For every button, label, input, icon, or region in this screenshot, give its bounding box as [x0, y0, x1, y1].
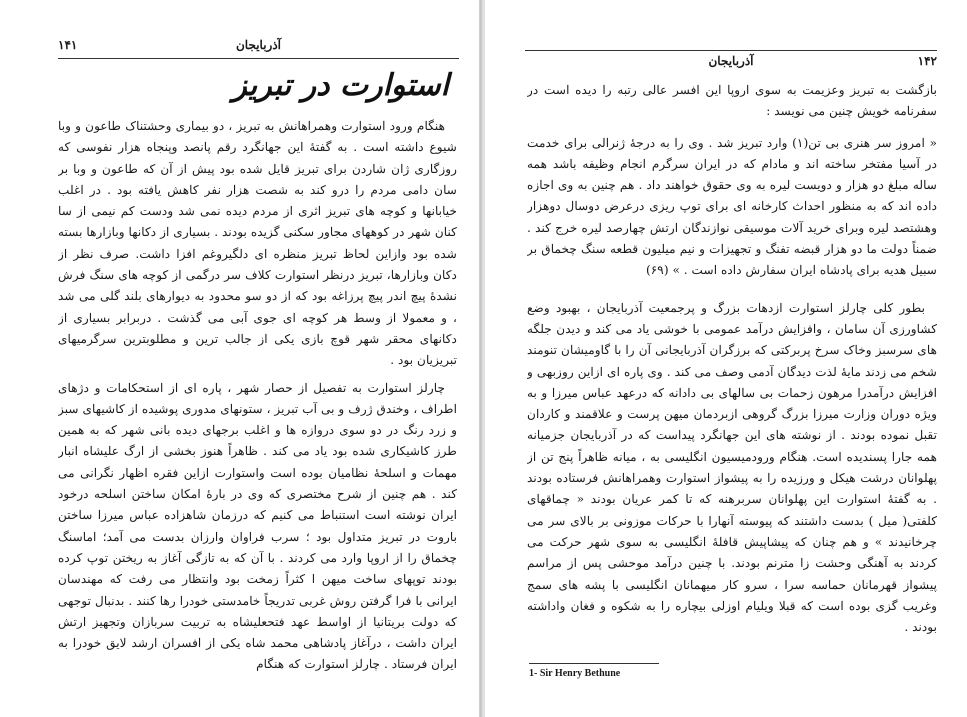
footnote: 1- Sir Henry Bethune	[529, 668, 621, 679]
section-heading: استوارت در تبریز	[232, 68, 449, 103]
paragraph: بازگشت به تبریز وعزیمت به سوی اروپا این افسر عالی رتبه را دیده است در سفرنامه خویش چنین می نویسد :	[527, 83, 937, 119]
left-page-body	[58, 116, 457, 696]
running-title: آذربایجان	[235, 38, 282, 52]
page-number: ۱۴۱	[58, 38, 78, 52]
footnote-rule	[529, 663, 659, 664]
right-page-body	[527, 80, 937, 650]
quotation: « امروز سر هنری بی تن(۱) وارد تبریز شد . وی را به درجهٔ ژنرالی برای خدمت در آسیا مفتخر ساخته اند و مادام که در ایران سرگرم انجام وظیفه باشد همه ساله مبلغ دو هزار و دویست لیره به وی حقوق خواهند داد . هم چنین به وی اجازه داده اند که به منظور احداث کارخانه ای برای توپ ریزی درعرض دوسال دوهزار وهشتصد لیره وبرای خرید آلات موسیقی نوازندگان ارتش چهارصد لیره خرج کند . ضمناً دولت ما دو هزار قبضه تفنگ و تجهیزات و نیم میلیون قطعه سنگ چخماق بر سبیل هدیه برای پادشاه ایران سفارش داده است . » (۶۹)	[527, 135, 937, 278]
left-page	[0, 0, 480, 717]
header-rule	[58, 58, 459, 59]
header-rule	[525, 50, 937, 51]
page-number: ۱۴۲	[917, 54, 937, 68]
right-page-header	[525, 54, 937, 72]
right-page	[484, 0, 967, 717]
left-page-header	[58, 38, 459, 56]
paragraph: هنگام ورود استوارت وهمراهانش به تبریز ، دو بیماری وحشتناک طاعون و وبا شیوع داشته است . به گفتهٔ این جهانگرد رقم پانصد وپنجاه هزار نفوسی که روزگاری ژان شاردن برای تبریز قایل شده بود پیش از آن که طاعون و وبا بر سان دامی مردم را درو کند به شصت هزار نفر کاهش یافته بود . در اغلب خیابانها و کوچه های تبریز اثری از مردم دیده نمی شد ودست کم نیمی از سا کنان شهر در کوههای مجاور سکنی گزیده بودند . بسیاری از دکانها وبازارها بسته شده بود وازاین لحاظ تبریز منظره ای دلگیروغم افزا داشت. صرف نظر از دکان وبازارها، تبریز درنظر استوارت کلاف سر درگمی از کوچه های سنگ فرش نشدهٔ پیچ اندر پیچ پرزاغه بود که از دو سو محدود به دیوارهای بلند گلی می شد ، و معمولا از وسط هر کوچه ای جوی آبی می گذشت . دربرابر بسیاری از دکانهای محقر شهر قوچ بازی یکی از جالب ترین و مطلوبترین سرگرمیهای تبریزیان بود .	[58, 119, 457, 368]
paragraph: بطور کلی چارلز استوارت ازدهات بزرگ و پرجمعیت آذربایجان ، بهبود وضع کشاورزی آن سامان ، وافزایش درآمد عمومی با خوشی یاد می کند و دیدن جلگه های سرسبز وخاک سرخ پربرکتی که برزگران آذربایجانی آن را با گاومیشان تنومند شخم می زدند مایهٔ لذت دیدگان آدمی وصف می کند . وی پاره ای ازاین روزبهی و افزایش درآمدرا مرهون زحمات بی سالهای بی دادانه که درعهد عباس میرزا و به ویژه دوران وزارت میرزا بزرگ گروهی ازبردمان میهن پرست و علاقمند و کاردان تقبل نموده بودند . از نوشته های این جهانگرد پیداست که در آذربایجان جزمیانه همه جارا پسندیده است. هنگام ورودمیسیون انگلیسی به ، میانه ظاهراً پنج تن از پهلوانان درشت هیکل و ورزیده را به پیشواز استوارت وهمراهانش فرستاده بودند . به گفتهٔ استوارت این پهلوانان سربرهنه که تا کمر عریان بودند « چماقهای کلفتی( میل ) بدست داشتند که پیوسته آنهارا با حرکات موزونی بر بالای سر می چرخانیدند » و هم چنان که پیشاپیش قافلهٔ انگلیسی به سوی شهر حرکت می کردند به آهنگی وحشت زا مترنم بودند. با چنین درآمد موحشی پس از مراسم پیشواز قهرمانان حماسه سرا ، سرو کار میهمانان انگلیسی با پشه های سمج وغریب گزی بوده است که قبلا ویلیام اوزلی بیچاره را به شکوه و فغان واداشته بودند .	[527, 300, 937, 635]
running-title: آذربایجان	[708, 54, 754, 68]
paragraph: چارلز استوارت به تفصیل از حصار شهر ، پاره ای از استحکامات و دژهای اطراف ، وخندق ژرف و بی آب تبریز ، ستونهای مدوری پوشیده از کاشیهای سبز و زرد رنگ در دو سوی دروازه ها و اغلب برجهای دیده بانی شهر که به همین طرز کاشیکاری شده بود یاد می کند . ظاهراً هنوز بخشی از ارگ علیشاه انبار مهمات و اسلحهٔ نظامیان بوده است واستوارت ازاین فقره اظهار نگرانی می کند . هم چنین از شرح مختصری که وی در بارهٔ امکان ساختن اسلحه درخود ایران نوشته است استنباط می کنیم که درزمان شاهزاده عباس میرزا ساختن باروت در تبریز متداول بود ؛ سرب فراوان وارزان بدست می آمد؛ اماسنگ چخماق را از اروپا وارد می کردند . با آن که به تازگی آغاز به ریختن توپ کرده بودند توپهای ساخت میهن ا کثراً زمخت بود وانتظار می رفت که مهندسان ایرانی با فرا گرفتن روش غربی تدریجاً خامدستی خودرا رها کنند . بدنبال توجهی که دولت بریتانیا از اواسط عهد فتحعلیشاه به تربیت سربازان وتجهیز ارتش ایران داشت ، درآغاز پادشاهی محمد شاه یکی از افسران ارشد لایق خودرا به ایران فرستاد . چارلز استوارت که هنگام	[58, 380, 457, 672]
